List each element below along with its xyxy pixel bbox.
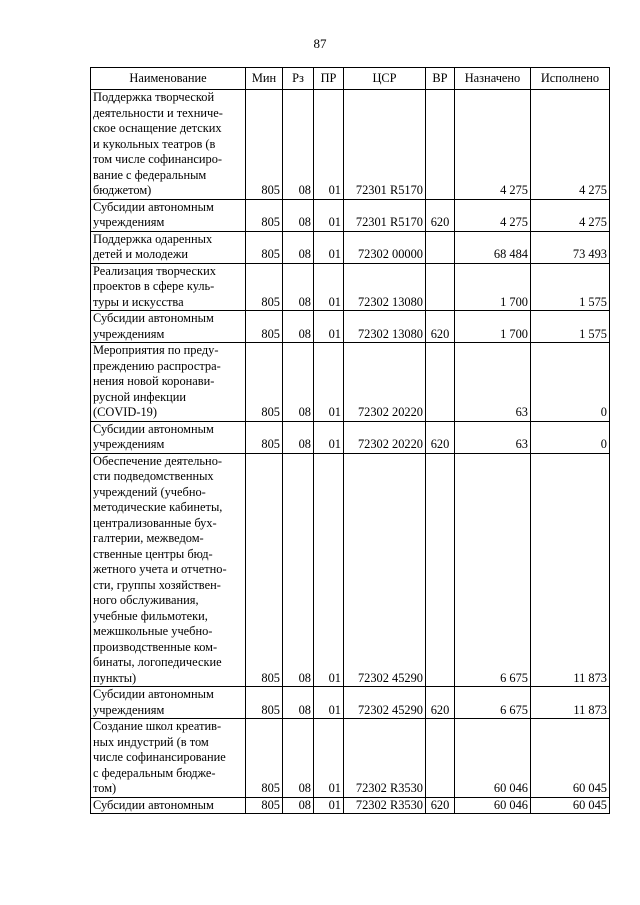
- cell-csr: 72302 R3530: [344, 719, 426, 798]
- cell-min: 805: [246, 421, 283, 453]
- cell-min: 805: [246, 719, 283, 798]
- cell-pr: 01: [314, 797, 344, 814]
- cell-vr: [426, 343, 455, 422]
- cell-assigned: 1 700: [455, 311, 531, 343]
- cell-name: Поддержка творческой деятельности и техниче- ское оснащение детских и кукольных театров (в том числе софинансиро- вание с федеральным бюджетом): [91, 90, 246, 200]
- cell-executed: 11 873: [531, 687, 610, 719]
- cell-name: Поддержка одаренных детей и молодежи: [91, 231, 246, 263]
- cell-vr: 620: [426, 311, 455, 343]
- header-pr: ПР: [314, 68, 344, 90]
- table-body: [91, 90, 610, 814]
- header-row: [91, 68, 610, 90]
- cell-min: 805: [246, 263, 283, 311]
- cell-csr: 72302 45290: [344, 453, 426, 687]
- cell-rz: 08: [283, 687, 314, 719]
- table-row: [91, 263, 610, 311]
- cell-rz: 08: [283, 231, 314, 263]
- cell-pr: 01: [314, 343, 344, 422]
- table-row: [91, 687, 610, 719]
- cell-min: 805: [246, 90, 283, 200]
- header-min: Мин: [246, 68, 283, 90]
- cell-executed: 0: [531, 421, 610, 453]
- cell-vr: 620: [426, 687, 455, 719]
- cell-rz: 08: [283, 311, 314, 343]
- cell-pr: 01: [314, 90, 344, 200]
- cell-vr: 620: [426, 199, 455, 231]
- cell-csr: 72302 13080: [344, 311, 426, 343]
- cell-min: 805: [246, 231, 283, 263]
- cell-assigned: 4 275: [455, 199, 531, 231]
- cell-rz: 08: [283, 421, 314, 453]
- budget-table: [90, 67, 610, 814]
- cell-assigned: 6 675: [455, 453, 531, 687]
- cell-vr: 620: [426, 797, 455, 814]
- header-executed: Исполнено: [531, 68, 610, 90]
- cell-csr: 72302 45290: [344, 687, 426, 719]
- table-row: [91, 719, 610, 798]
- cell-assigned: 4 275: [455, 90, 531, 200]
- cell-name: Создание школ креатив- ных индустрий (в том числе софинансирование с федеральным бюдже- том): [91, 719, 246, 798]
- cell-csr: 72302 20220: [344, 343, 426, 422]
- header-name: Наименование: [91, 68, 246, 90]
- cell-name: Реализация творческих проектов в сфере куль- туры и искусства: [91, 263, 246, 311]
- cell-executed: 0: [531, 343, 610, 422]
- cell-pr: 01: [314, 687, 344, 719]
- cell-executed: 73 493: [531, 231, 610, 263]
- cell-executed: 1 575: [531, 263, 610, 311]
- cell-csr: 72302 R3530: [344, 797, 426, 814]
- cell-assigned: 6 675: [455, 687, 531, 719]
- cell-vr: [426, 453, 455, 687]
- cell-executed: 4 275: [531, 90, 610, 200]
- header-assigned: Назначено: [455, 68, 531, 90]
- cell-name: Субсидии автономным учреждениям: [91, 311, 246, 343]
- cell-vr: 620: [426, 421, 455, 453]
- header-csr: ЦСР: [344, 68, 426, 90]
- cell-min: 805: [246, 687, 283, 719]
- cell-min: 805: [246, 199, 283, 231]
- cell-rz: 08: [283, 199, 314, 231]
- cell-vr: [426, 90, 455, 200]
- cell-assigned: 63: [455, 421, 531, 453]
- cell-csr: 72301 R5170: [344, 90, 426, 200]
- header-vr: ВР: [426, 68, 455, 90]
- cell-executed: 1 575: [531, 311, 610, 343]
- cell-name: Субсидии автономным учреждениям: [91, 687, 246, 719]
- table-row: [91, 199, 610, 231]
- cell-pr: 01: [314, 231, 344, 263]
- cell-rz: 08: [283, 343, 314, 422]
- table-row: [91, 421, 610, 453]
- page-number: 87: [313, 36, 327, 51]
- cell-vr: [426, 231, 455, 263]
- cell-pr: 01: [314, 421, 344, 453]
- cell-name: Субсидии автономным учреждениям: [91, 199, 246, 231]
- cell-min: 805: [246, 453, 283, 687]
- cell-min: 805: [246, 311, 283, 343]
- cell-pr: 01: [314, 453, 344, 687]
- cell-pr: 01: [314, 719, 344, 798]
- cell-vr: [426, 263, 455, 311]
- cell-min: 805: [246, 343, 283, 422]
- cell-assigned: 68 484: [455, 231, 531, 263]
- cell-pr: 01: [314, 263, 344, 311]
- cell-rz: 08: [283, 797, 314, 814]
- cell-assigned: 60 046: [455, 797, 531, 814]
- cell-assigned: 63: [455, 343, 531, 422]
- table-row: [91, 343, 610, 422]
- table-row: [91, 797, 610, 814]
- header-rz: Рз: [283, 68, 314, 90]
- table-header: [91, 68, 610, 90]
- cell-name: Мероприятия по преду- преждению распростра- нения новой коронави- русной инфекции (COVID-19): [91, 343, 246, 422]
- cell-executed: 4 275: [531, 199, 610, 231]
- cell-csr: 72302 13080: [344, 263, 426, 311]
- cell-rz: 08: [283, 719, 314, 798]
- cell-pr: 01: [314, 199, 344, 231]
- cell-name: Субсидии автономным: [91, 797, 246, 814]
- cell-name: Обеспечение деятельно- сти подведомственных учреждений (учебно- методические кабинеты, централизованные бух- галтерии, межведом- ственные центры бюд- жетного учета и отчетно- сти, группы хозяйствен- ного обслуживания, учебные фильмотеки, межшкольные учебно- производственные ком- бинаты, логопедические пункты): [91, 453, 246, 687]
- table-row: [91, 311, 610, 343]
- cell-name: Субсидии автономным учреждениям: [91, 421, 246, 453]
- cell-rz: 08: [283, 453, 314, 687]
- table-row: [91, 231, 610, 263]
- cell-csr: 72301 R5170: [344, 199, 426, 231]
- cell-assigned: 60 046: [455, 719, 531, 798]
- cell-csr: 72302 20220: [344, 421, 426, 453]
- table-row: [91, 453, 610, 687]
- table-row: [91, 90, 610, 200]
- cell-assigned: 1 700: [455, 263, 531, 311]
- cell-pr: 01: [314, 311, 344, 343]
- cell-executed: 60 045: [531, 797, 610, 814]
- cell-rz: 08: [283, 90, 314, 200]
- cell-rz: 08: [283, 263, 314, 311]
- cell-executed: 11 873: [531, 453, 610, 687]
- cell-executed: 60 045: [531, 719, 610, 798]
- cell-min: 805: [246, 797, 283, 814]
- cell-vr: [426, 719, 455, 798]
- cell-csr: 72302 00000: [344, 231, 426, 263]
